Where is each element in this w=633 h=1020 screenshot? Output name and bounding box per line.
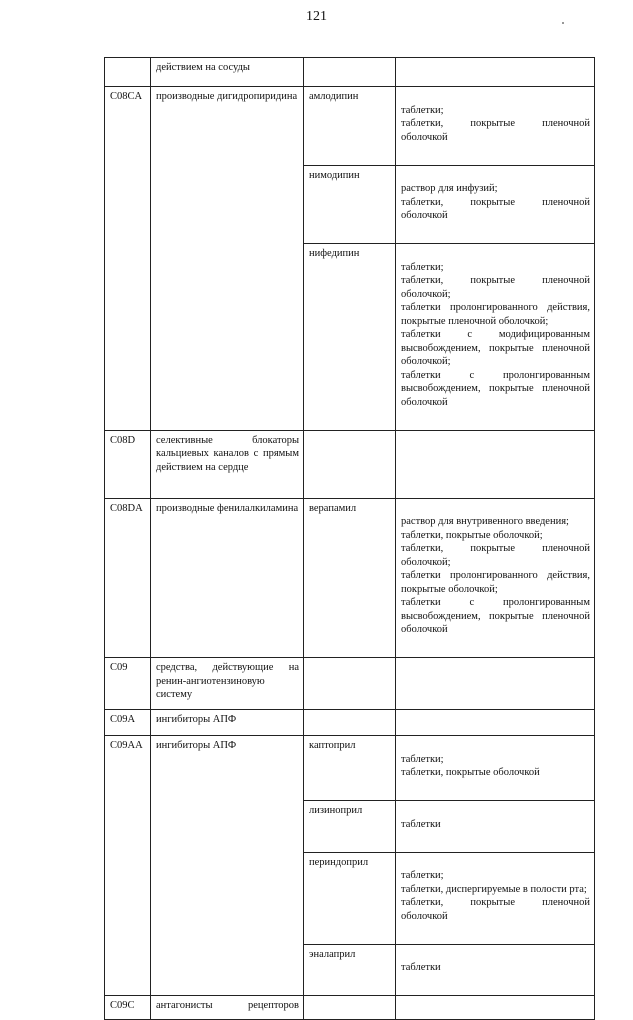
forms-cell <box>396 165 595 244</box>
group-cell: производные фенилалкиламина <box>151 498 304 658</box>
group-cell: средства, действующие на ренин-ангиотензиновую систему <box>151 658 304 710</box>
drug-cell <box>304 710 396 736</box>
atc-code-cell: C09AA <box>105 736 151 996</box>
atc-code-cell <box>105 58 151 87</box>
form-line: таблетки, покрытые пленочной оболочкой; <box>401 543 590 568</box>
drug-cell: лизиноприл <box>304 801 396 853</box>
drug-cell <box>304 996 396 1020</box>
form-line: таблетки; <box>401 753 444 765</box>
forms-cell <box>396 87 595 166</box>
drug-cell: эналаприл <box>304 944 396 996</box>
form-line: таблетки, покрытые пленочной оболочкой <box>401 196 590 221</box>
table-row <box>105 58 595 87</box>
group-cell: производные дигидропиридина <box>151 87 304 431</box>
page-number: 121 <box>306 9 327 24</box>
table-row <box>105 87 595 166</box>
atc-code-cell: C08D <box>105 430 151 498</box>
drug-cell: нимодипин <box>304 165 396 244</box>
form-line: таблетки с пролонгированным высвобождением, покрытые пленочной оболочкой <box>401 369 590 408</box>
form-line: таблетки с модифицированным высвобождением, покрытые пленочной оболочкой; <box>401 329 590 367</box>
form-line: таблетки <box>401 962 441 973</box>
table-row <box>105 736 595 801</box>
forms-cell <box>396 58 595 87</box>
group-cell: ингибиторы АПФ <box>151 710 304 736</box>
forms-cell <box>396 801 595 853</box>
form-line: таблетки с пролонгированным высвобождением, покрытые пленочной оболочкой <box>401 597 590 635</box>
form-line: таблетки; <box>401 104 444 116</box>
atc-code-cell: C09 <box>105 658 151 710</box>
form-line: таблетки, диспергируемые в полости рта; <box>401 883 587 895</box>
forms-cell <box>396 736 595 801</box>
drug-cell: периндоприл <box>304 852 396 944</box>
drug-cell <box>304 58 396 87</box>
table-row <box>105 996 595 1020</box>
form-line: таблетки, покрытые пленочной оболочкой <box>401 118 590 143</box>
form-line: раствор для инфузий; <box>401 183 498 194</box>
forms-cell <box>396 996 595 1020</box>
group-cell: ингибиторы АПФ <box>151 736 304 996</box>
table-row <box>105 498 595 658</box>
drug-cell <box>304 658 396 710</box>
table-row <box>105 658 595 710</box>
forms-cell <box>396 710 595 736</box>
table-row <box>105 710 595 736</box>
drug-cell: амлодипин <box>304 87 396 166</box>
scan-speck <box>562 22 564 24</box>
form-line: таблетки, покрытые пленочной оболочкой; <box>401 275 590 300</box>
forms-cell <box>396 658 595 710</box>
table-row <box>105 430 595 498</box>
drug-cell: нифедипин <box>304 244 396 431</box>
form-line: таблетки пролонгированного действия, покрытые пленочной оболочкой; <box>401 302 590 327</box>
form-line: таблетки, покрытые оболочкой; <box>401 529 543 541</box>
forms-cell <box>396 244 595 431</box>
forms-cell <box>396 944 595 996</box>
group-cell: селективные блокаторы кальциевых каналов с прямым действием на сердце <box>151 430 304 498</box>
forms-cell <box>396 852 595 944</box>
form-line: таблетки пролонгированного действия, покрытые оболочкой; <box>401 570 590 595</box>
drug-cell: каптоприл <box>304 736 396 801</box>
group-cell: антагонисты рецепторов <box>151 996 304 1020</box>
form-line: раствор для внутривенного введения; <box>401 516 569 527</box>
form-line: таблетки, покрытые пленочной оболочкой <box>401 897 590 922</box>
form-line: таблетки, покрытые оболочкой <box>401 767 540 778</box>
forms-cell <box>396 498 595 658</box>
forms-cell <box>396 430 595 498</box>
group-cell: действием на сосуды <box>151 58 304 87</box>
medication-table <box>104 57 595 1020</box>
atc-code-cell: C09C <box>105 996 151 1020</box>
atc-code-cell: C08CA <box>105 87 151 431</box>
form-line: таблетки; <box>401 261 444 273</box>
form-line: таблетки <box>401 818 441 830</box>
atc-code-cell: C08DA <box>105 498 151 658</box>
form-line: таблетки; <box>401 870 444 881</box>
drug-cell: верапамил <box>304 498 396 658</box>
drug-cell <box>304 430 396 498</box>
atc-code-cell: C09A <box>105 710 151 736</box>
